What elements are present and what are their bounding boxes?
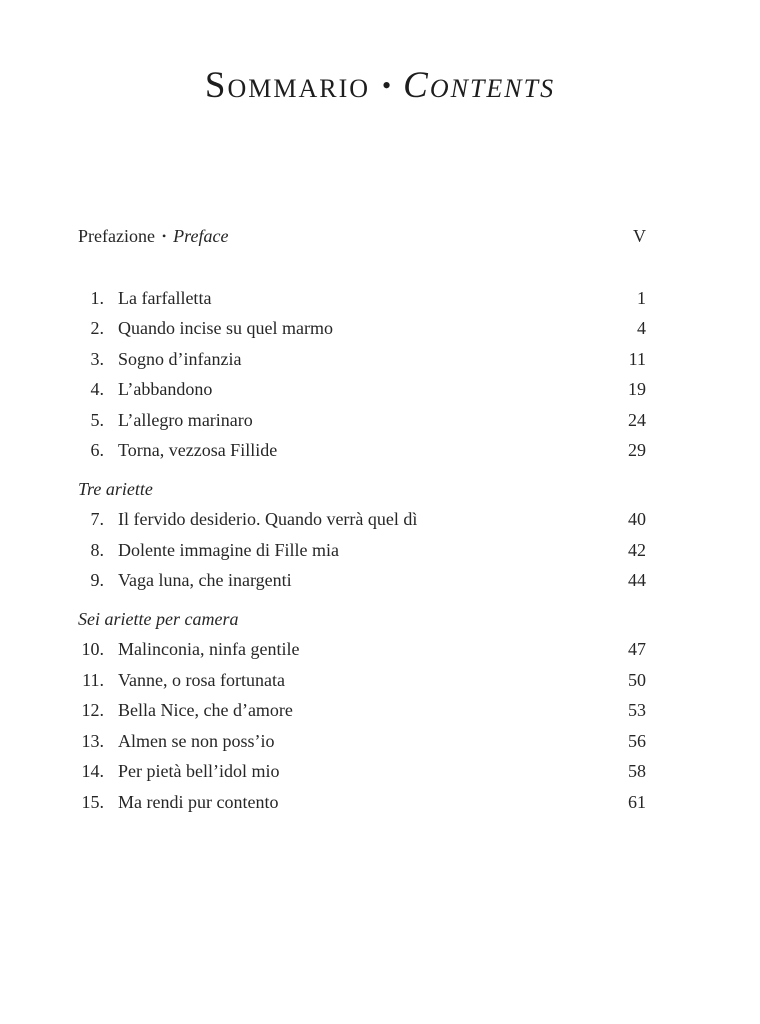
toc-entry (78, 665, 646, 696)
preface-label (78, 221, 228, 252)
toc-entry (78, 283, 646, 314)
entry-title: Vanne, o rosa fortunata (118, 669, 285, 690)
entry-page-number: 47 (628, 639, 646, 659)
entry-number: 13. (81, 730, 104, 751)
preface-bullet-icon: • (161, 229, 167, 243)
entry-page-number: 19 (628, 379, 646, 399)
toc-entry (78, 695, 646, 726)
entry-number: 2. (90, 318, 104, 338)
entry-page-number: 42 (628, 539, 646, 560)
entry-page-number: 50 (628, 669, 646, 690)
preface-label-italian: Prefazione (78, 226, 155, 246)
toc-entry (78, 756, 646, 787)
entry-page-number: 53 (628, 700, 646, 720)
entry-page-number: 11 (628, 348, 646, 369)
entry-number: 4. (90, 379, 104, 399)
entry-number: 5. (90, 409, 104, 430)
entry-number: 6. (90, 440, 104, 460)
section-title: Sei ariette per camera (78, 608, 239, 629)
entry-title: Almen se non poss’io (118, 730, 275, 751)
entry-number: 7. (90, 509, 104, 529)
entry-page-number: 61 (628, 791, 646, 812)
entry-title: Il fervido desiderio. Quando verrà quel dì (118, 509, 418, 529)
table-of-contents (78, 221, 646, 817)
entry-title: Malinconia, ninfa gentile (118, 639, 300, 659)
entry-page-number: 40 (628, 509, 646, 529)
toc-entry (78, 504, 646, 535)
page-title (0, 64, 760, 108)
section-heading (78, 604, 646, 635)
entry-number: 3. (90, 348, 104, 369)
title-english: Contents (403, 65, 556, 106)
entry-title: Sogno d’infanzia (118, 348, 242, 369)
preface-label-english: Preface (173, 226, 229, 246)
entry-number: 15. (81, 791, 104, 812)
title-bullet-icon: • (382, 71, 392, 100)
entry-title: Torna, vezzosa Fillide (118, 440, 278, 460)
toc-entry (78, 435, 646, 466)
entry-number: 11. (82, 669, 104, 690)
section-title: Tre ariette (78, 478, 153, 499)
entry-number: 1. (90, 287, 104, 308)
title-italian: Sommario (204, 65, 371, 106)
toc-entry (78, 565, 646, 596)
entry-title: Quando incise su quel marmo (118, 318, 333, 338)
entry-title: La farfalletta (118, 287, 212, 308)
entry-page-number: 24 (628, 409, 646, 430)
toc-entry (78, 405, 646, 436)
entry-title: Bella Nice, che d’amore (118, 700, 293, 720)
entry-page-number: 4 (637, 318, 646, 338)
toc-entry (78, 535, 646, 566)
entry-title: Vaga luna, che inargenti (118, 570, 292, 590)
toc-entry (78, 726, 646, 757)
section-heading (78, 474, 646, 505)
entry-number: 10. (81, 639, 104, 659)
entry-title: Per pietà bell’idol mio (118, 761, 280, 781)
entry-title: L’allegro marinaro (118, 409, 253, 430)
toc-entry (78, 374, 646, 405)
entry-title: Ma rendi pur contento (118, 791, 279, 812)
toc-entry (78, 787, 646, 818)
entry-number: 12. (81, 700, 104, 720)
entry-page-number: 44 (628, 570, 646, 590)
entry-page-number: 56 (628, 730, 646, 751)
entry-page-number: 29 (628, 440, 646, 460)
entry-page-number: 58 (628, 761, 646, 781)
toc-entry (78, 344, 646, 375)
toc-entry (78, 313, 646, 344)
entry-number: 8. (90, 539, 104, 560)
entry-number: 14. (81, 761, 104, 781)
entry-title: L’abbandono (118, 379, 213, 399)
entry-number: 9. (90, 570, 104, 590)
preface-row (78, 221, 646, 252)
entry-title: Dolente immagine di Fille mia (118, 539, 339, 560)
preface-page-number: V (633, 226, 646, 246)
toc-entry (78, 634, 646, 665)
entry-page-number: 1 (637, 287, 646, 308)
